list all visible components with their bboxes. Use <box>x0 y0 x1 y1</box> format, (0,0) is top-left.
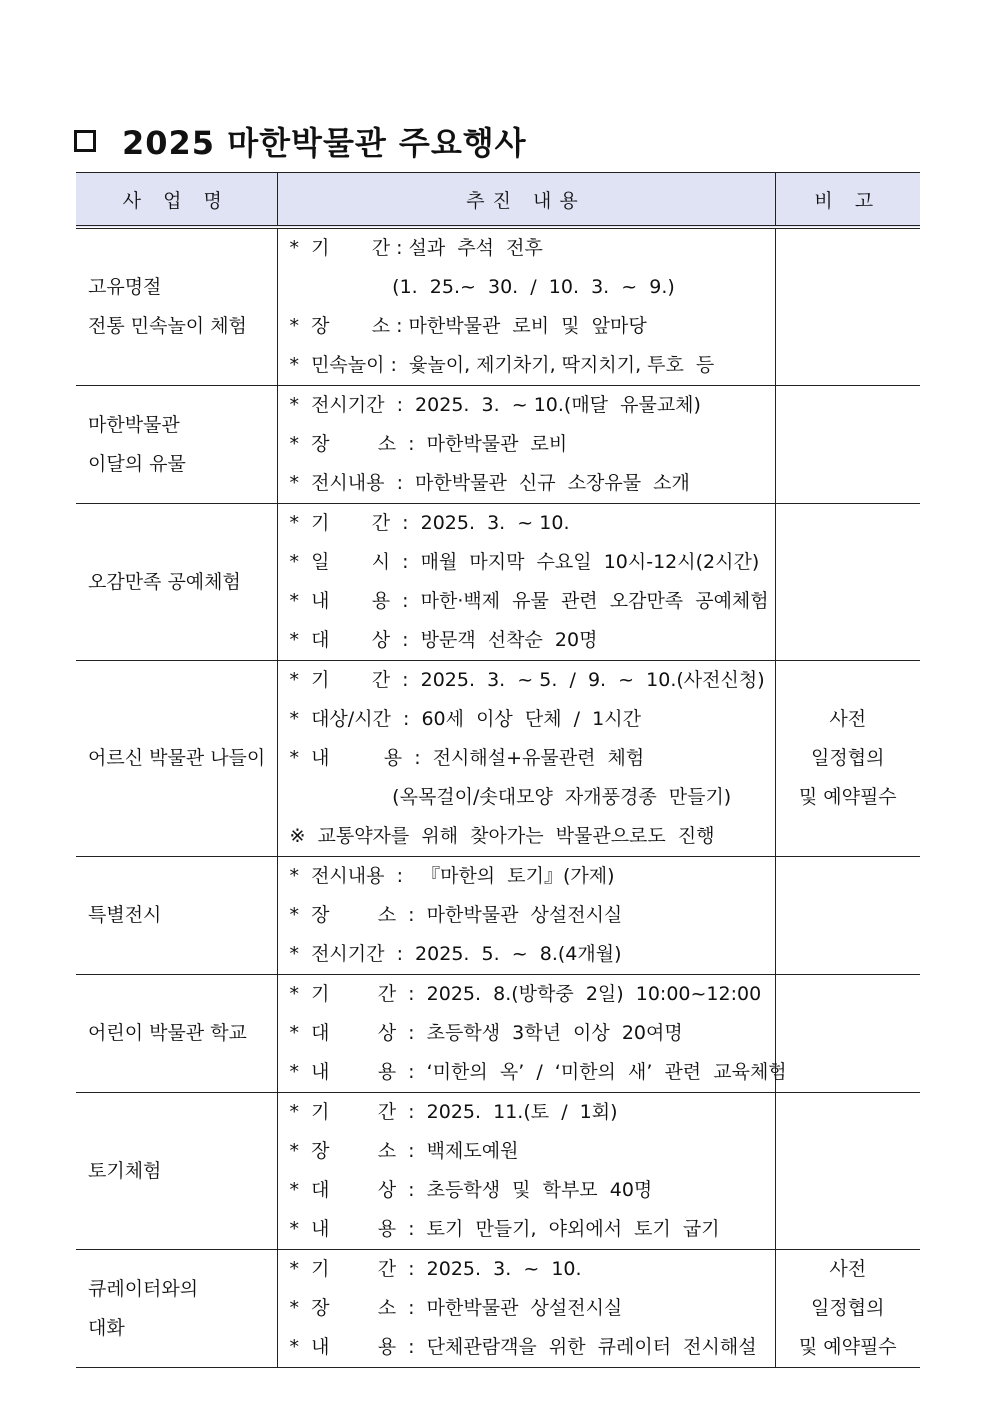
title-text: 2025 마한박물관 주요행사 <box>122 124 527 162</box>
event-content-line: * 일 시 : 매월 마지막 수요일 10시-12시(2시간) <box>289 551 760 573</box>
event-content-line: * 전시내용 : 마한박물관 신규 소장유물 소개 <box>289 472 690 494</box>
event-content-line: * 내 용 : 마한·백제 유물 관련 오감만족 공예체험 <box>289 590 769 612</box>
event-content-line: * 장 소 : 마한박물관 상설전시실 <box>289 1297 623 1319</box>
event-name-line: 오감만족 공예체험 <box>88 570 241 593</box>
event-content-line: * 장 소 : 마한박물관 로비 및 앞마당 <box>289 315 647 337</box>
event-name <box>76 975 277 1093</box>
event-name-line: 이달의 유물 <box>88 452 186 475</box>
event-name-line: 고유명절 <box>88 276 162 298</box>
event-name <box>76 1250 277 1368</box>
table-row <box>76 975 920 1093</box>
event-content-line: * 대 상 : 방문객 선착순 20명 <box>289 629 598 651</box>
event-content-line: ※ 교통약자를 위해 찾아가는 박물관으로도 진행 <box>289 825 715 847</box>
event-content-line: * 내 용 : 토기 만들기, 야외에서 토기 굽기 <box>289 1218 720 1240</box>
event-content-line: * 기 간 : 2025. 3. ~ 10. <box>289 1258 582 1280</box>
table-header-row <box>76 173 920 228</box>
event-name-line: 전통 민속놀이 체험 <box>88 315 247 337</box>
event-note-line: 사전 <box>829 708 867 730</box>
events-table <box>76 172 920 1368</box>
event-note-line: 및 예약필수 <box>798 786 897 808</box>
event-content-line: * 내 용 : ‘미한의 옥’ / ‘미한의 새’ 관련 교육체험 <box>289 1061 787 1083</box>
event-content-line: * 기 간 : 설과 추석 전후 <box>289 237 543 259</box>
event-note <box>775 975 920 1093</box>
event-content-line: * 기 간 : 2025. 3. ~ 5. / 9. ~ 10.(사전신청) <box>289 669 765 691</box>
event-note <box>775 386 920 504</box>
event-name <box>76 857 277 975</box>
event-content-line: * 대 상 : 초등학생 및 학부모 40명 <box>289 1179 653 1201</box>
header-note: 비 고 <box>775 173 920 228</box>
event-content <box>277 975 787 1093</box>
header-content: 추진 내용 <box>277 173 775 228</box>
event-content-line: * 내 용 : 전시해설+유물관련 체험 <box>289 747 645 769</box>
event-name-line: 특별전시 <box>88 904 162 926</box>
event-note <box>775 1093 920 1250</box>
table-row <box>76 1093 920 1250</box>
event-note <box>775 857 920 975</box>
event-name-line: 큐레이터와의 <box>88 1277 199 1300</box>
event-content <box>277 1250 775 1368</box>
event-note <box>775 504 920 661</box>
event-name <box>76 227 277 386</box>
event-content <box>277 227 775 386</box>
event-content <box>277 661 775 857</box>
event-note <box>775 661 920 857</box>
event-content-line: * 장 소 : 백제도예원 <box>289 1140 519 1162</box>
event-name-line: 어린이 박물관 학교 <box>88 1022 247 1044</box>
event-name-line: 토기체험 <box>88 1159 162 1182</box>
event-note-line: 및 예약필수 <box>798 1336 897 1358</box>
event-content-line: (1. 25.~ 30. / 10. 3. ~ 9.) <box>289 276 675 298</box>
event-content-line: * 기 간 : 2025. 8.(방학중 2일) 10:00~12:00 <box>289 983 762 1005</box>
event-content-line: * 기 간 : 2025. 11.(토 / 1회) <box>289 1101 618 1123</box>
event-name-line: 마한박물관 <box>88 413 180 436</box>
table-row <box>76 386 920 504</box>
table-row <box>76 857 920 975</box>
event-content-line: * 장 소 : 마한박물관 상설전시실 <box>289 904 623 926</box>
table-row <box>76 1250 920 1368</box>
event-content-line: * 전시기간 : 2025. 5. ~ 8.(4개월) <box>289 943 622 965</box>
table-row <box>76 504 920 661</box>
event-name-line: 어르신 박물관 나들이 <box>88 747 266 769</box>
event-content-line: * 전시기간 : 2025. 3. ~ 10.(매달 유물교체) <box>289 394 701 416</box>
event-content-line: * 장 소 : 마한박물관 로비 <box>289 433 568 455</box>
event-content-line: * 기 간 : 2025. 3. ~ 10. <box>289 512 570 534</box>
event-content <box>277 504 775 661</box>
event-note-line: 일정협의 <box>811 747 885 769</box>
square-bullet-icon <box>74 130 96 152</box>
event-name <box>76 1093 277 1250</box>
event-content-line: * 대상/시간 : 60세 이상 단체 / 1시간 <box>289 708 641 730</box>
event-note <box>775 227 920 386</box>
event-content-line: * 민속놀이 : 윷놀이, 제기차기, 딱지치기, 투호 등 <box>289 354 715 376</box>
event-note <box>775 1250 920 1368</box>
event-content-line: * 대 상 : 초등학생 3학년 이상 20여명 <box>289 1022 683 1044</box>
event-name <box>76 386 277 504</box>
event-content <box>277 386 775 504</box>
event-note-line: 사전 <box>829 1258 867 1280</box>
event-content-line: (옥목걸이/솟대모양 자개풍경종 만들기) <box>289 786 732 808</box>
header-name: 사 업 명 <box>76 173 277 228</box>
event-content <box>277 857 775 975</box>
event-content-line: * 내 용 : 단체관람객을 위한 큐레이터 전시해설 <box>289 1336 757 1358</box>
event-name-line: 대화 <box>88 1316 125 1339</box>
event-content-line: * 전시내용 : 『마한의 토기』(가제) <box>289 865 615 887</box>
document-title <box>74 118 527 164</box>
event-content <box>277 1093 775 1250</box>
event-name <box>76 504 277 661</box>
event-name <box>76 661 277 857</box>
table-row <box>76 661 920 857</box>
event-note-line: 일정협의 <box>811 1297 885 1319</box>
table-row <box>76 227 920 386</box>
